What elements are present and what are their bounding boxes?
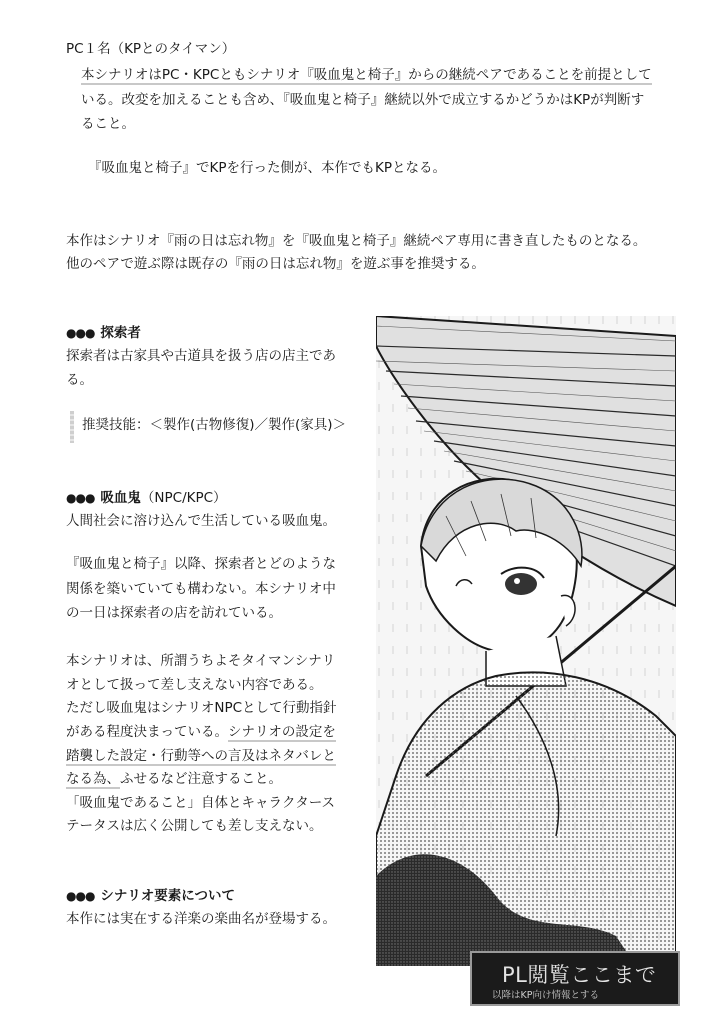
paragraph-line: 人間社会に溶け込んで生活している吸血鬼。 bbox=[66, 513, 336, 529]
intro-line: 本作はシナリオ『雨の日は忘れ物』を『吸血鬼と椅子』継続ペア専用に書き直したものとなる。 bbox=[66, 233, 647, 249]
paragraph-line: なる為、ふせるなど注意すること。 bbox=[66, 771, 282, 787]
paragraph-line: る。 bbox=[66, 372, 93, 388]
paragraph-line: 「吸血鬼であること」自体とキャラクタース bbox=[66, 795, 336, 811]
paragraph-line: がある程度決まっている。シナリオの設定を bbox=[66, 724, 336, 740]
paragraph-line: 『吸血鬼と椅子』でKPを行った側が、本作でもKPとなる。 bbox=[88, 160, 446, 176]
paragraph-line: 関係を築いていても構わない。本シナリオ中 bbox=[66, 581, 336, 597]
paragraph-line: 本作には実在する洋楽の楽曲名が登場する。 bbox=[66, 911, 336, 927]
paragraph-line: の一日は探索者の店を訪れている。 bbox=[66, 605, 282, 621]
section-heading-investigator: ●●● 探索者 bbox=[66, 325, 141, 341]
quote-bar bbox=[70, 411, 74, 443]
section-heading-vampire: ●●● 吸血鬼（NPC/KPC） bbox=[66, 490, 227, 506]
umbrella-person-illustration bbox=[376, 316, 676, 966]
intro-line: 他のペアで遊ぶ際は既存の『雨の日は忘れ物』を遊ぶ事を推奨する。 bbox=[66, 256, 485, 272]
paragraph-line: 本シナリオはPC・KPCともシナリオ『吸血鬼と椅子』からの継続ペアであることを前提として bbox=[81, 67, 652, 83]
paragraph-line: テータスは広く公開しても差し支えない。 bbox=[66, 818, 323, 834]
pl-view-end-badge bbox=[470, 951, 680, 1006]
recommended-skills: 推奨技能：＜製作(古物修復)／製作(家具)＞ bbox=[82, 417, 347, 433]
paragraph-line: 『吸血鬼と椅子』以降、探索者とどのような bbox=[66, 556, 336, 572]
badge-title: PL閲覧ここまで bbox=[502, 963, 657, 987]
section-title-pc: PC１名（KPとのタイマン） bbox=[66, 41, 236, 57]
paragraph-line: いる。改変を加えることも含め、『吸血鬼と椅子』継続以外で成立するかどうかはKPが判断す bbox=[81, 92, 645, 108]
bullet-dots-icon: ●●● bbox=[66, 326, 95, 340]
paragraph-line: 踏襲した設定・行動等への言及はネタバレと bbox=[66, 748, 336, 764]
paragraph-line: ただし吸血鬼はシナリオNPCとして行動指針 bbox=[66, 700, 337, 716]
paragraph-line: 本シナリオは、所謂うちよそタイマンシナリ bbox=[66, 653, 336, 669]
paragraph-line: オとして扱って差し支えない内容である。 bbox=[66, 677, 323, 693]
paragraph-line: 探索者は古家具や古道具を扱う店の店主であ bbox=[66, 348, 336, 364]
bullet-dots-icon: ●●● bbox=[66, 491, 95, 505]
section-heading-elements: ●●● シナリオ要素について bbox=[66, 888, 236, 904]
paragraph-line: ること。 bbox=[81, 116, 135, 132]
bullet-dots-icon: ●●● bbox=[66, 889, 95, 903]
badge-subtitle: 以降はKP向け情報とする bbox=[492, 990, 599, 1001]
